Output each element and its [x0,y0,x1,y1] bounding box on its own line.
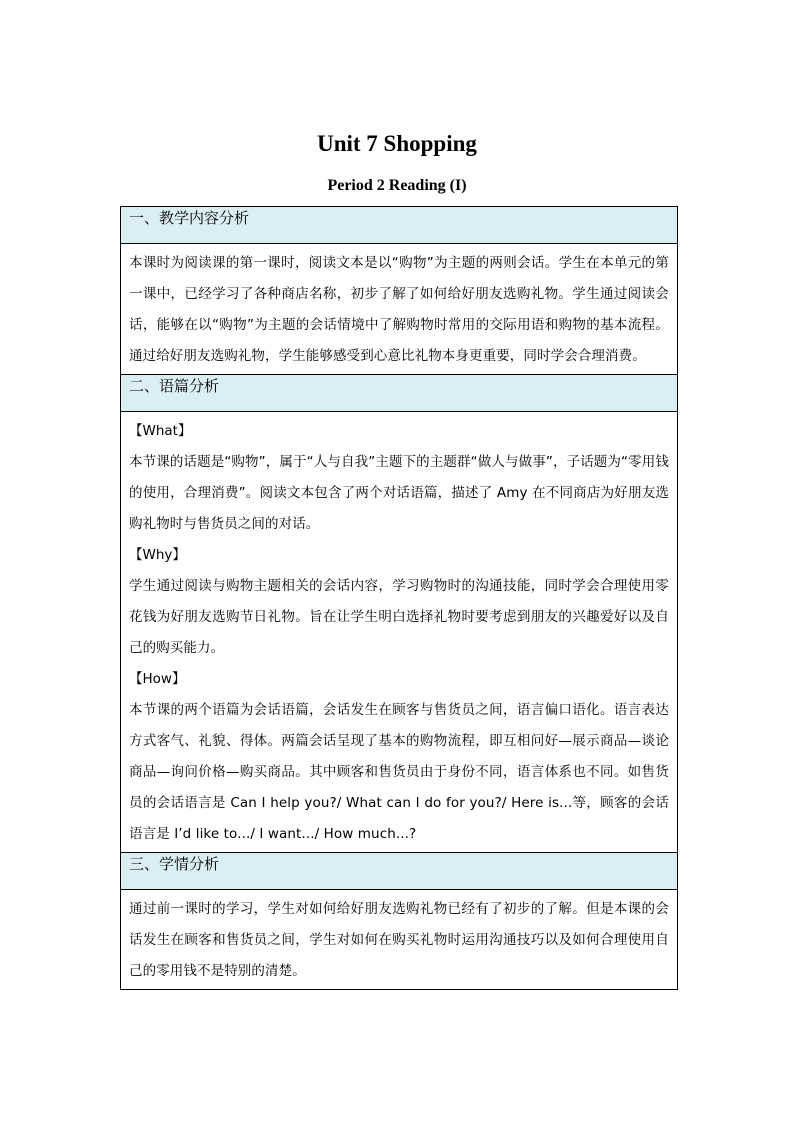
lesson-plan-table [120,206,678,990]
section-body-text-analysis [121,412,678,853]
section-header-content-analysis [121,207,678,244]
why-tag: 【Why】 [129,547,186,563]
how-tag: 【How】 [129,671,186,687]
section-header-learner-analysis [121,853,678,890]
why-paragraph: 学生通过阅读与购物主题相关的会话内容，学习购物时的沟通技能，同时学会合理使用零花钱为好朋友选购节日礼物。旨在让学生明白选择礼物时要考虑到朋友的兴趣爱好以及自己的购买能力。 [129,578,669,656]
document-subtitle: Period 2 Reading (I) [327,177,467,194]
section-heading: 一、教学内容分析 [121,207,678,244]
section-body-content-analysis [121,244,678,375]
content-analysis-paragraph: 本课时为阅读课的第一课时，阅读文本是以“购物”为主题的两则会话。学生在本单元的第一课中，已经学习了各种商店名称，初步了解了如何给好朋友选购礼物。学生通过阅读会话，能够在以“购物”为主题的会话情境中了解购物时常用的交际用语和购物的基本流程。通过给好朋友选购礼物，学生能够感受到心意比礼物本身更重要，同时学会合理消费。 [129,255,669,364]
section-body-learner-analysis [121,890,678,990]
document-title: Unit 7 Shopping [317,131,477,156]
section-header-text-analysis [121,375,678,412]
what-tag: 【What】 [129,423,192,439]
how-paragraph: 本节课的两个语篇为会话语篇，会话发生在顾客与售货员之间，语言偏口语化。语言表达方式客气、礼貌、得体。两篇会话呈现了基本的购物流程，即互相问好—展示商品—谈论商品—询问价格—购买商品。其中顾客和售货员由于身份不同，语言体系也不同。如售货员的会话语言是 Can I help you?/ What can I do for you?/ Here is...等，顾客的会话语言是 I’d like to.../ I want.../ How much...? [129,702,669,842]
what-paragraph: 本节课的话题是“购物”，属于“人与自我”主题下的主题群“做人与做事”，子话题为“零用钱的使用，合理消费”。阅读文本包含了两个对话语篇，描述了 Amy 在不同商店为好朋友选购礼物时与售货员之间的对话。 [129,454,669,532]
section-heading: 三、学情分析 [121,853,678,890]
learner-analysis-paragraph: 通过前一课时的学习，学生对如何给好朋友选购礼物已经有了初步的了解。但是本课的会话发生在顾客和售货员之间，学生对如何在购买礼物时运用沟通技巧以及如何合理使用自己的零用钱不是特别的清楚。 [129,901,669,979]
section-heading: 二、语篇分析 [121,375,678,412]
